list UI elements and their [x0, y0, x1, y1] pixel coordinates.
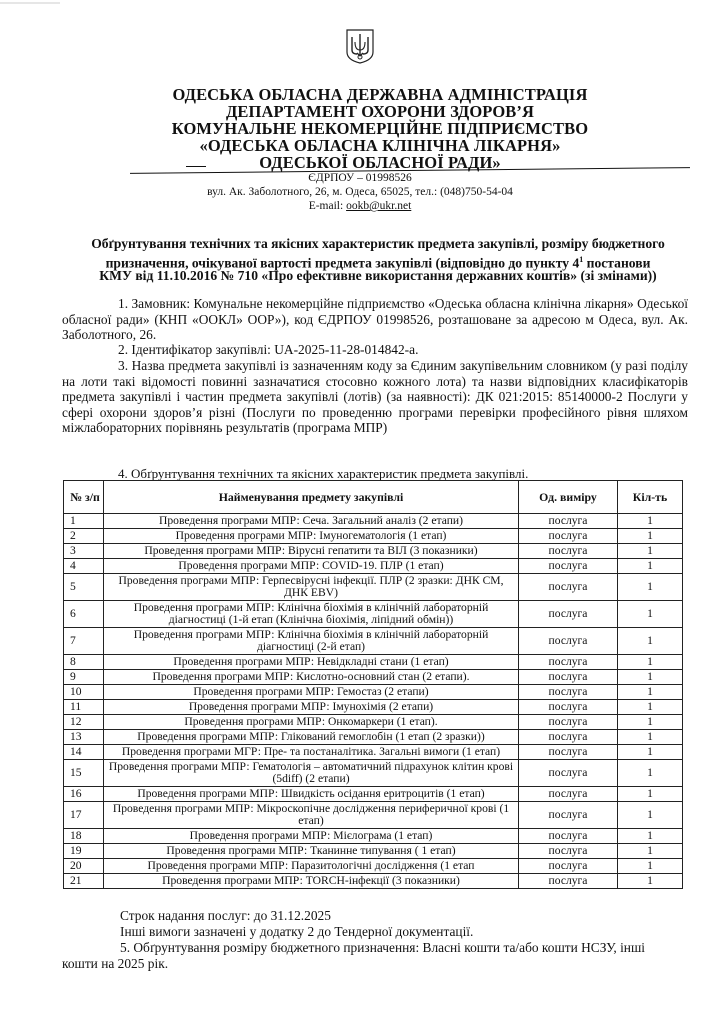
row-number: 3	[64, 544, 104, 559]
table-row	[64, 829, 683, 844]
row-name: Проведення програми МПР: Онкомаркери (1 етап).	[104, 715, 519, 730]
row-unit: послуга	[519, 802, 618, 829]
row-name: Проведення програми МПР: Гемостаз (2 етапи)	[104, 685, 519, 700]
row-number: 11	[64, 700, 104, 715]
row-number: 16	[64, 787, 104, 802]
row-qty: 1	[618, 715, 683, 730]
row-qty: 1	[618, 670, 683, 685]
row-unit: послуга	[519, 760, 618, 787]
row-unit: послуга	[519, 730, 618, 745]
row-qty: 1	[618, 559, 683, 574]
org-line-3: КОМУНАЛЬНЕ НЕКОМЕРЦІЙНЕ ПІДПРИЄМСТВО	[171, 119, 589, 138]
row-unit: послуга	[519, 787, 618, 802]
doc-title-line-2: призначення, очікуваної вартості предмета закупівлі (відповідно до пункту $4^1$ постанови	[105, 255, 651, 271]
section-5-budget-cont: кошти на 2025 рік.	[62, 956, 169, 971]
row-qty: 1	[618, 574, 683, 601]
row-number: 13	[64, 730, 104, 745]
row-unit: послуга	[519, 514, 618, 529]
section-3-subject: 3. Назва предмета закупівлі із зазначенням коду за Єдиним закупівельним словником (у разі поділу на лоти такі відомості повинні зазначатися стосовно кожного лота) та назви відповідних класифікаторів предмета закупівлі і частин предмета закупівлі (лотів) (за наявності): ДК 021:2015: 85140000-2 Послуги у сфері охорони здоров’я різні (Послуги по проведенню програми перевірки професійного рівня шляхом міжлабораторних порівнянь результатів (програма МПР)	[62, 358, 688, 435]
email-label: E-mail:	[308, 200, 347, 212]
row-name: Проведення програми МПР: Паразитологічні дослідження (1 етап	[104, 859, 519, 874]
row-name: Проведення програми МПР: COVID-19. ПЛР (1 етап)	[104, 559, 519, 574]
row-qty: 1	[618, 685, 683, 700]
row-unit: послуга	[519, 601, 618, 628]
row-qty: 1	[618, 544, 683, 559]
row-qty: 1	[618, 829, 683, 844]
table-body	[64, 514, 683, 889]
table-row	[64, 787, 683, 802]
row-qty: 1	[618, 514, 683, 529]
row-unit: послуга	[519, 700, 618, 715]
section-4-heading: 4. Обґрунтування технічних та якісних характеристик предмета закупівлі.	[118, 466, 529, 481]
row-unit: послуга	[519, 874, 618, 889]
other-requirements: Інші вимоги зазначені у додатку 2 до Тендерної документації.	[120, 924, 474, 939]
row-qty: 1	[618, 844, 683, 859]
col-header-qty: Кіл-ть	[618, 481, 683, 514]
table-row	[64, 628, 683, 655]
row-number: 6	[64, 601, 104, 628]
row-unit: послуга	[519, 844, 618, 859]
row-number: 10	[64, 685, 104, 700]
table-row	[64, 859, 683, 874]
row-number: 18	[64, 829, 104, 844]
table-header-row	[64, 481, 683, 514]
org-line-1: ОДЕСЬКА ОБЛАСНА ДЕРЖАВНА АДМІНІСТРАЦІЯ	[172, 85, 588, 104]
row-number: 20	[64, 859, 104, 874]
table-row	[64, 760, 683, 787]
row-qty: 1	[618, 529, 683, 544]
row-name: Проведення програми МПР: Мікроскопічне дослідження периферичної крові (1 етап)	[104, 802, 519, 829]
row-name: Проведення програми МПР: Імуногематологія (1 етап)	[104, 529, 519, 544]
table-row	[64, 544, 683, 559]
table-row	[64, 601, 683, 628]
table-row	[64, 802, 683, 829]
col-header-unit: Од. виміру	[519, 481, 618, 514]
row-number: 1	[64, 514, 104, 529]
row-number: 12	[64, 715, 104, 730]
org-line-5: ОДЕСЬКОЇ ОБЛАСНОЇ РАДИ»	[259, 153, 501, 172]
row-qty: 1	[618, 730, 683, 745]
table-row	[64, 715, 683, 730]
row-number: 2	[64, 529, 104, 544]
row-number: 17	[64, 802, 104, 829]
row-qty: 1	[618, 601, 683, 628]
row-name: Проведення програми МПР: Мієлограма (1 етап)	[104, 829, 519, 844]
doc-title-line-1: Обґрунтування технічних та якісних характеристик предмета закупівлі, розміру бюджетного	[91, 236, 665, 251]
row-unit: послуга	[519, 685, 618, 700]
email-line	[160, 200, 560, 213]
row-number: 21	[64, 874, 104, 889]
row-unit: послуга	[519, 745, 618, 760]
row-number: 7	[64, 628, 104, 655]
row-name: Проведення програми МПР: Невідкладні стани (1 етап)	[104, 655, 519, 670]
row-name: Проведення програми МГР: Пре- та постаналітика. Загальні вимоги (1 етап)	[104, 745, 519, 760]
row-unit: послуга	[519, 670, 618, 685]
section-2-procurement-id: 2. Ідентифікатор закупівлі: UA-2025-11-28-014842-a.	[118, 342, 419, 357]
row-name: Проведення програми МПР: Тканинне типування ( 1 етап)	[104, 844, 519, 859]
table-row	[64, 529, 683, 544]
scan-artifact	[0, 2, 60, 4]
row-unit: послуга	[519, 859, 618, 874]
row-unit: послуга	[519, 544, 618, 559]
row-name: Проведення програми МПР: Імунохімія (2 етапи)	[104, 700, 519, 715]
row-name: Проведення програми МПР: Кислотно-основний стан (2 етапи).	[104, 670, 519, 685]
doc-title-line-3: КМУ від 11.10.2016 № 710 «Про ефективне використання державних коштів» (зі змінами))	[99, 268, 657, 283]
email-link[interactable]: ookb@ukr.net	[346, 200, 412, 212]
row-unit: послуга	[519, 829, 618, 844]
row-qty: 1	[618, 655, 683, 670]
row-name: Проведення програми МПР: TORCH-інфекції (3 показники)	[104, 874, 519, 889]
edrpou-code: ЄДРПОУ – 01998526	[308, 172, 412, 184]
row-qty: 1	[618, 700, 683, 715]
table-row	[64, 874, 683, 889]
row-number: 5	[64, 574, 104, 601]
table-row	[64, 574, 683, 601]
table-row	[64, 844, 683, 859]
row-unit: послуга	[519, 574, 618, 601]
row-number: 15	[64, 760, 104, 787]
table-row	[64, 559, 683, 574]
row-number: 19	[64, 844, 104, 859]
row-name: Проведення програми МПР: Швидкість осідання еритроцитів (1 етап)	[104, 787, 519, 802]
row-name: Проведення програми МПР: Клінічна біохімія в клінічній лабораторній діагностиці (1-й етап (Клінічна біохімія, ліпідний обмін))	[104, 601, 519, 628]
row-qty: 1	[618, 874, 683, 889]
section-5-budget: 5. Обґрунтування розміру бюджетного призначення: Власні кошти та/або кошти НСЗУ, інші	[120, 940, 646, 955]
row-qty: 1	[618, 787, 683, 802]
table-row	[64, 685, 683, 700]
row-name: Проведення програми МПР: Вірусні гепатити та ВІЛ (3 показники)	[104, 544, 519, 559]
col-header-number: № з/п	[64, 481, 104, 514]
row-name: Проведення програми МПР: Гематологія – автоматичний підрахунок клітин крові (5diff) (2 етапи)	[104, 760, 519, 787]
table-row	[64, 700, 683, 715]
row-name: Проведення програми МПР: Герпесвірусні інфекції. ПЛР (2 зразки: ДНК CM, ДНК EBV)	[104, 574, 519, 601]
row-number: 14	[64, 745, 104, 760]
org-line-4: «ОДЕСЬКА ОБЛАСНА КЛІНІЧНА ЛІКАРНЯ»	[199, 136, 561, 155]
row-qty: 1	[618, 745, 683, 760]
table-row	[64, 655, 683, 670]
row-unit: послуга	[519, 559, 618, 574]
table-row	[64, 745, 683, 760]
row-unit: послуга	[519, 529, 618, 544]
row-qty: 1	[618, 802, 683, 829]
row-number: 9	[64, 670, 104, 685]
row-number: 8	[64, 655, 104, 670]
row-unit: послуга	[519, 715, 618, 730]
table-row	[64, 514, 683, 529]
row-unit: послуга	[519, 628, 618, 655]
procurement-table	[63, 480, 683, 889]
table-row	[64, 670, 683, 685]
address: вул. Ак. Заболотного, 26, м. Одеса, 65025, тел.: (048)750-54-04	[207, 186, 513, 198]
row-name: Проведення програми МПР: Глікований гемоглобін (1 етап (2 зразки))	[104, 730, 519, 745]
section-1-customer: 1. Замовник: Комунальне некомерційне підприємство «Одеська обласна клінічна лікарня» Одеської обласної ради» (КНП «ООКЛ» ООР»), код ЄДРПОУ 01998526, розташоване за адресою м Одеса, вул. Ак. Заболотного, 26.	[62, 296, 688, 342]
row-qty: 1	[618, 859, 683, 874]
col-header-name: Найменування предмету закупівлі	[104, 481, 519, 514]
row-qty: 1	[618, 760, 683, 787]
rule-left-stub	[186, 166, 206, 167]
row-qty: 1	[618, 628, 683, 655]
org-line-2: ДЕПАРТАМЕНТ ОХОРОНИ ЗДОРОВ’Я	[225, 102, 535, 121]
table-row	[64, 730, 683, 745]
row-unit: послуга	[519, 655, 618, 670]
row-name: Проведення програми МПР: Клінічна біохімія в клінічній лабораторній діагностиці (2-й етап)	[104, 628, 519, 655]
row-number: 4	[64, 559, 104, 574]
service-term: Строк надання послуг: до 31.12.2025	[120, 908, 331, 923]
row-name: Проведення програми МПР: Сеча. Загальний аналіз (2 етапи)	[104, 514, 519, 529]
trident-coat-of-arms-icon	[345, 28, 375, 64]
